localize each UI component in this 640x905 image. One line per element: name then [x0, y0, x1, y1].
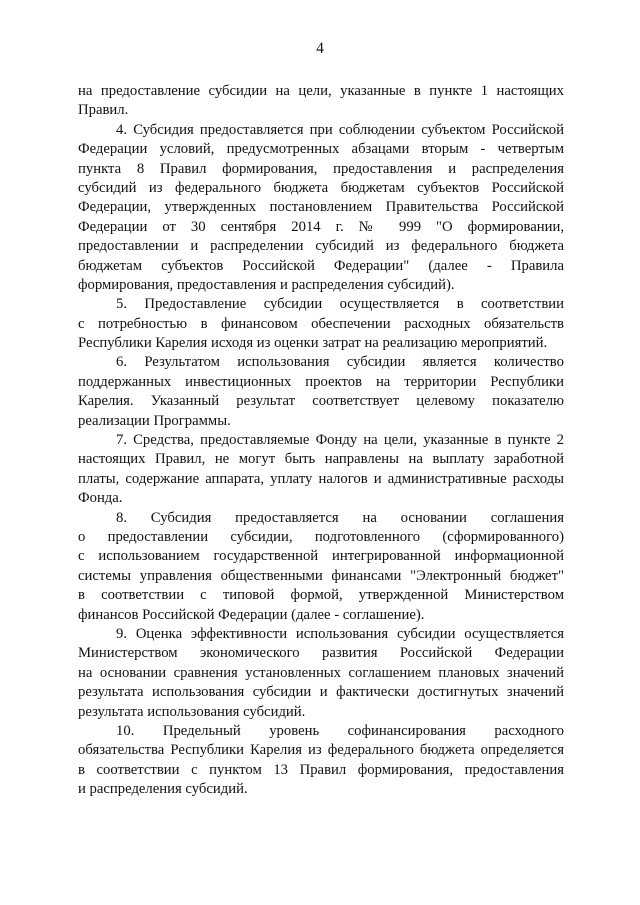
paragraph-intro — [78, 82, 564, 121]
paragraph-8 — [78, 509, 564, 625]
text-line: в соответствии с пунктом 13 Правил формирования, предоставления — [78, 761, 564, 778]
paragraph-10 — [78, 722, 564, 800]
text-line: Министерством экономического развития Российской Федерации — [78, 645, 564, 662]
text-line: Республики Карелия исходя из оценки затрат на реализацию мероприятий. — [78, 335, 548, 352]
text-line: 4. Субсидия предоставляется при соблюдении субъектом Российской — [116, 121, 564, 138]
text-line: реализации Программы. — [78, 412, 231, 429]
text-line: 9. Оценка эффективности использования субсидии осуществляется — [116, 625, 564, 642]
text-line: Правил. — [78, 102, 129, 119]
text-line: субсидий из федерального бюджета бюджетам субъектов Российской — [78, 179, 564, 196]
text-line: на основании сравнения установленных соглашением плановых значений — [78, 664, 564, 681]
text-line: о предоставлении субсидии, подготовленного (сформированного) — [78, 528, 564, 545]
text-line: Карелия. Указанный результат соответствует целевому показателю — [78, 393, 564, 410]
text-line: Фонда. — [78, 490, 123, 507]
paragraph-7 — [78, 431, 564, 509]
text-line: 10. Предельный уровень софинансирования расходного — [116, 722, 564, 739]
paragraph-5 — [78, 295, 564, 353]
text-line: системы управления общественными финансами "Электронный бюджет" — [78, 567, 564, 584]
text-line: платы, содержание аппарата, уплату налогов и административные расходы — [78, 470, 564, 487]
text-line: Федерации условий, предусмотренных абзацами вторым - четвертым — [78, 141, 564, 158]
text-line: бюджетам субъектов Российской Федерации" (далее - Правила — [78, 257, 564, 274]
text-line: предоставлении и распределении субсидий из федерального бюджета — [78, 238, 564, 255]
text-line: Федерации, утвержденных постановлением Правительства Российской — [78, 199, 564, 216]
page-number: 4 — [316, 40, 324, 57]
text-line: в соответствии с типовой формой, утвержденной Министерством — [78, 587, 564, 604]
text-line: настоящих Правил, не могут быть направлены на выплату заработной — [78, 451, 564, 468]
text-line: 5. Предоставление субсидии осуществляется в соответствии — [116, 296, 564, 313]
text-line: результата использования субсидии и фактически достигнутых значений — [78, 684, 564, 701]
paragraph-4 — [78, 121, 564, 296]
text-line: на предоставление субсидии на цели, указанные в пункте 1 настоящих — [78, 83, 564, 99]
text-line: с использованием государственной интегрированной информационной — [78, 548, 564, 565]
text-line: с потребностью в финансовом обеспечении расходных обязательств — [78, 315, 564, 332]
paragraph-6 — [78, 353, 564, 431]
text-line: пункта 8 Правил формирования, предоставления и распределения — [78, 160, 564, 177]
text-line: 7. Средства, предоставляемые Фонду на цели, указанные в пункте 2 — [116, 432, 564, 449]
text-line: 6. Результатом использования субсидии является количество — [116, 354, 564, 371]
text-line: обязательства Республики Карелия из федерального бюджета определяется — [78, 742, 564, 759]
paragraph-9 — [78, 625, 564, 722]
document-body — [78, 82, 564, 799]
text-line: Федерации от 30 сентября 2014 г. № 999 "О формировании, — [78, 218, 564, 235]
text-line: формирования, предоставления и распределения субсидий). — [78, 276, 455, 293]
text-line: поддержанных инвестиционных проектов на территории Республики — [78, 373, 564, 390]
text-line: 8. Субсидия предоставляется на основании соглашения — [116, 509, 564, 526]
text-line: результата использования субсидий. — [78, 703, 306, 720]
text-line: финансов Российской Федерации (далее - соглашение). — [78, 606, 425, 623]
text-line: и распределения субсидий. — [78, 781, 248, 798]
